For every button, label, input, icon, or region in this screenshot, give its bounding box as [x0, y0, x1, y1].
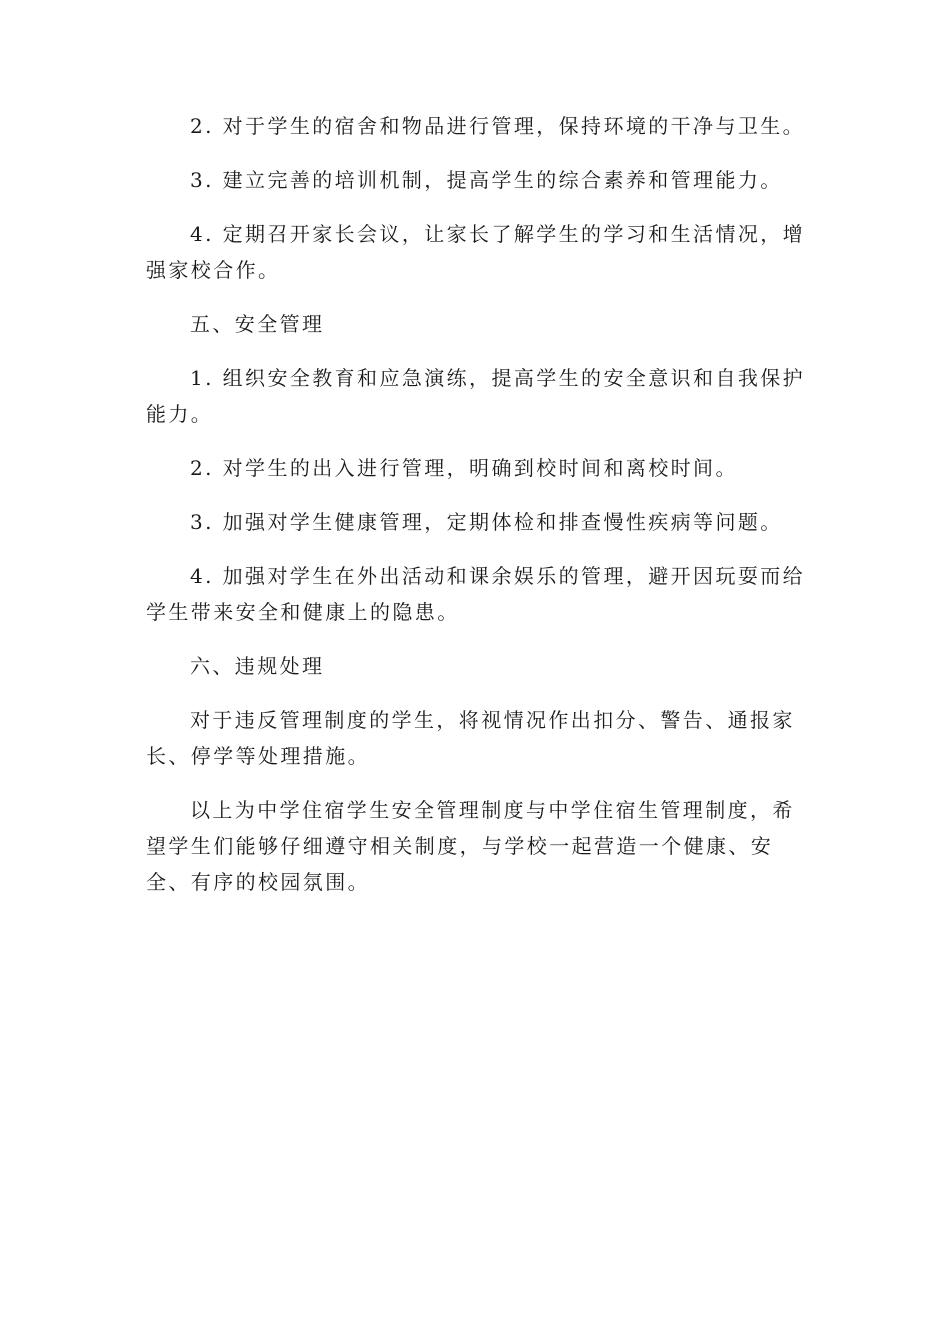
list-item-outing-activities: 4. 加强对学生在外出活动和课余娱乐的管理，避开因玩耍而给学生带来安全和健康上的隐患。 [146, 564, 806, 624]
list-item-parent-meetings: 4. 定期召开家长会议，让家长了解学生的学习和生活情况，增强家校合作。 [146, 222, 806, 282]
paragraph-conclusion: 以上为中学住宿学生安全管理制度与中学住宿生管理制度，希望学生们能够仔细遵守相关制度，与学校一起营造一个健康、安全、有序的校园氛围。 [146, 798, 795, 894]
list-item-dormitory-management: 2. 对于学生的宿舍和物品进行管理，保持环境的干净与卫生。 [190, 114, 806, 138]
section-heading-safety-management: 五、安全管理 [190, 312, 325, 336]
document-body [146, 108, 806, 918]
list-item-health-management: 3. 加强对学生健康管理，定期体检和排查慢性疾病等问题。 [190, 510, 783, 534]
list-item-safety-education: 1. 组织安全教育和应急演练，提高学生的安全意识和自我保护能力。 [146, 366, 806, 426]
list-item-entry-exit-management: 2. 对学生的出入进行管理，明确到校时间和离校时间。 [190, 456, 738, 480]
list-item-training-mechanism: 3. 建立完善的培训机制，提高学生的综合素养和管理能力。 [190, 168, 783, 192]
paragraph-violation-measures: 对于违反管理制度的学生，将视情况作出扣分、警告、通报家长、停学等处理措施。 [146, 708, 795, 768]
section-heading-violation-handling: 六、违规处理 [190, 654, 325, 678]
